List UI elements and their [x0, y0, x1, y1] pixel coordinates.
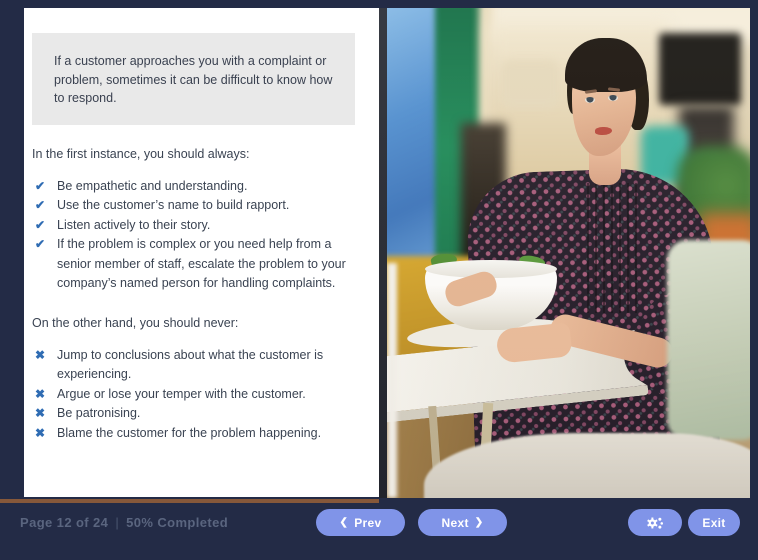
never-intro: On the other hand, you should never: — [32, 315, 239, 330]
cross-icon: ✖ — [34, 425, 46, 440]
slide-header-text: If a customer approaches you with a complaint or problem, sometimes it can be difficult to know how to respond. — [54, 54, 333, 105]
settings-button[interactable] — [628, 509, 682, 536]
chevron-right-icon: ❯ — [474, 516, 484, 528]
gears-icon — [646, 515, 664, 531]
page-label: Page 12 of 24 — [20, 515, 109, 530]
photo-sage-pillow — [667, 240, 750, 440]
photo-dress-pleats — [587, 183, 639, 313]
always-list — [32, 177, 367, 294]
check-icon: ✔ — [34, 237, 46, 251]
photo-dark-screen — [659, 33, 741, 105]
next-label: Next — [441, 515, 469, 530]
list-item — [32, 177, 367, 197]
slide-content-panel — [24, 8, 379, 497]
photo-lampshade — [501, 60, 559, 108]
utility-buttons — [628, 509, 740, 536]
check-icon: ✔ — [34, 217, 46, 232]
list-item-text: Jump to conclusions about what the customer is experiencing. — [57, 347, 324, 381]
page-status — [20, 515, 228, 530]
photo-door-frame — [379, 8, 387, 498]
prev-label: Prev — [354, 515, 382, 530]
check-icon: ✔ — [34, 198, 46, 212]
exit-button[interactable] — [688, 509, 740, 536]
cross-icon: ✖ — [34, 406, 46, 420]
cross-icon: ✖ — [34, 386, 46, 401]
chevron-left-icon: ❮ — [339, 516, 349, 528]
slide-header-box — [32, 33, 355, 125]
check-icon: ✔ — [34, 178, 46, 193]
photo-door-edge-light — [387, 263, 397, 498]
list-item-text: If the problem is complex or you need help from a senior member of staff, escalate the problem to your company’s named person for handling complaints. — [57, 237, 346, 290]
photo-woman-in-cafe — [379, 8, 750, 498]
list-item-text: Blame the customer for the problem happening. — [57, 425, 322, 440]
exit-label: Exit — [702, 515, 726, 530]
list-item — [32, 385, 367, 405]
list-item — [32, 404, 367, 424]
list-item-text: Listen actively to their story. — [57, 217, 211, 232]
never-list — [32, 346, 367, 444]
list-item-text: Use the customer’s name to build rapport. — [57, 198, 290, 212]
list-item — [32, 196, 367, 216]
prev-button[interactable] — [316, 509, 405, 536]
photo-eye — [608, 95, 618, 101]
list-item — [32, 216, 367, 236]
list-item — [32, 346, 367, 385]
slide-body — [24, 145, 379, 444]
list-item-text: Be patronising. — [57, 406, 141, 420]
player-footer — [0, 503, 758, 560]
cross-icon: ✖ — [34, 347, 46, 362]
list-item-text: Argue or lose your temper with the customer. — [57, 386, 306, 401]
always-intro: In the first instance, you should always: — [32, 146, 250, 161]
nav-buttons — [316, 509, 507, 536]
next-button[interactable] — [418, 509, 507, 536]
list-item — [32, 424, 367, 444]
list-item — [32, 235, 367, 294]
completed-label: 50% Completed — [126, 515, 229, 530]
list-item-text: Be empathetic and understanding. — [57, 178, 248, 193]
photo-eye — [585, 97, 595, 103]
status-separator: | — [115, 515, 120, 530]
